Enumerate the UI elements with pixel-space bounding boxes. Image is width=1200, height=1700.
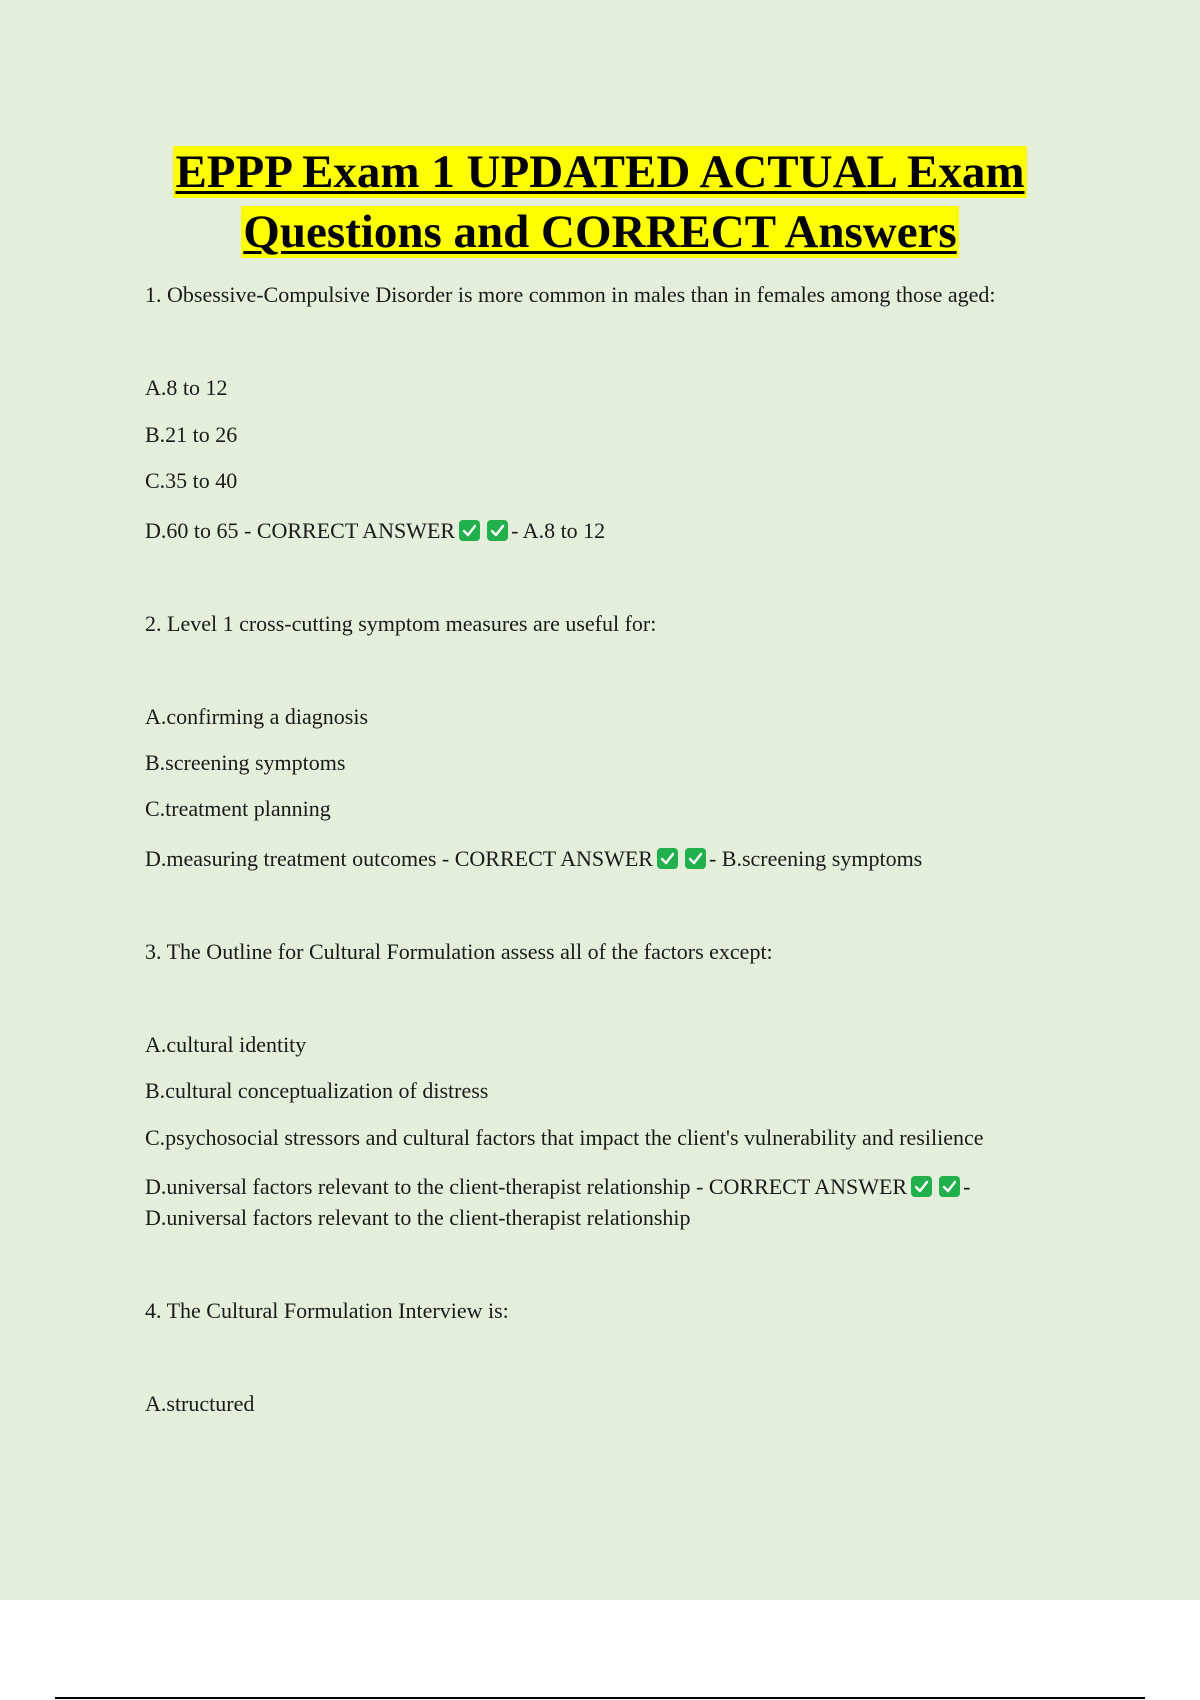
question-3-correct-answer: - D.universal factors relevant to the client-therapist relationship <box>145 1174 971 1230</box>
question-1-option-b: B.21 to 26 <box>145 422 238 447</box>
check-mark-icon <box>939 1176 960 1197</box>
question-3-option-d-answer <box>145 1171 1065 1233</box>
check-mark-icon <box>487 520 508 541</box>
document-title <box>100 142 1100 262</box>
question-4-stem: 4. The Cultural Formulation Interview is: <box>145 1298 509 1323</box>
question-2-option-a: A.confirming a diagnosis <box>145 704 369 729</box>
question-1-correct-answer: - A.8 to 12 <box>511 518 606 543</box>
question-1-option-d-answer <box>145 515 1105 546</box>
question-3-option-c: C.psychosocial stressors and cultural factors that impact the client's vulnerability and resilience <box>145 1125 984 1150</box>
check-mark-icon <box>685 848 706 869</box>
question-3-option-b: B.cultural conceptualization of distress <box>145 1078 489 1103</box>
question-2-option-c: C.treatment planning <box>145 796 331 821</box>
question-1-option-a: A.8 to 12 <box>145 375 228 400</box>
title-line-2: Questions and CORRECT Answers <box>243 206 957 258</box>
question-3-option-d: D.universal factors relevant to the client-therapist relationship - CORRECT ANSWER <box>145 1174 908 1199</box>
question-1-stem: 1. Obsessive-Compulsive Disorder is more common in males than in females among those aged: <box>145 282 996 307</box>
question-2-option-d: D.measuring treatment outcomes - CORRECT ANSWER <box>145 846 653 871</box>
question-2-option-b: B.screening symptoms <box>145 750 346 775</box>
page-bottom-rule <box>55 1697 1145 1699</box>
check-mark-icon <box>911 1176 932 1197</box>
question-2-stem: 2. Level 1 cross-cutting symptom measures are useful for: <box>145 611 657 636</box>
title-line-1: EPPP Exam 1 UPDATED ACTUAL Exam <box>175 146 1025 198</box>
question-2-option-d-answer <box>145 843 1105 874</box>
question-2-correct-answer: - B.screening symptoms <box>708 846 923 871</box>
check-mark-icon <box>459 520 480 541</box>
question-3-stem: 3. The Outline for Cultural Formulation assess all of the factors except: <box>145 939 773 964</box>
question-3-option-a: A.cultural identity <box>145 1032 307 1057</box>
question-4-option-a: A.structured <box>145 1391 255 1416</box>
question-1-option-c: C.35 to 40 <box>145 468 238 493</box>
question-1-option-d: D.60 to 65 - CORRECT ANSWER <box>145 518 456 543</box>
check-mark-icon <box>657 848 678 869</box>
